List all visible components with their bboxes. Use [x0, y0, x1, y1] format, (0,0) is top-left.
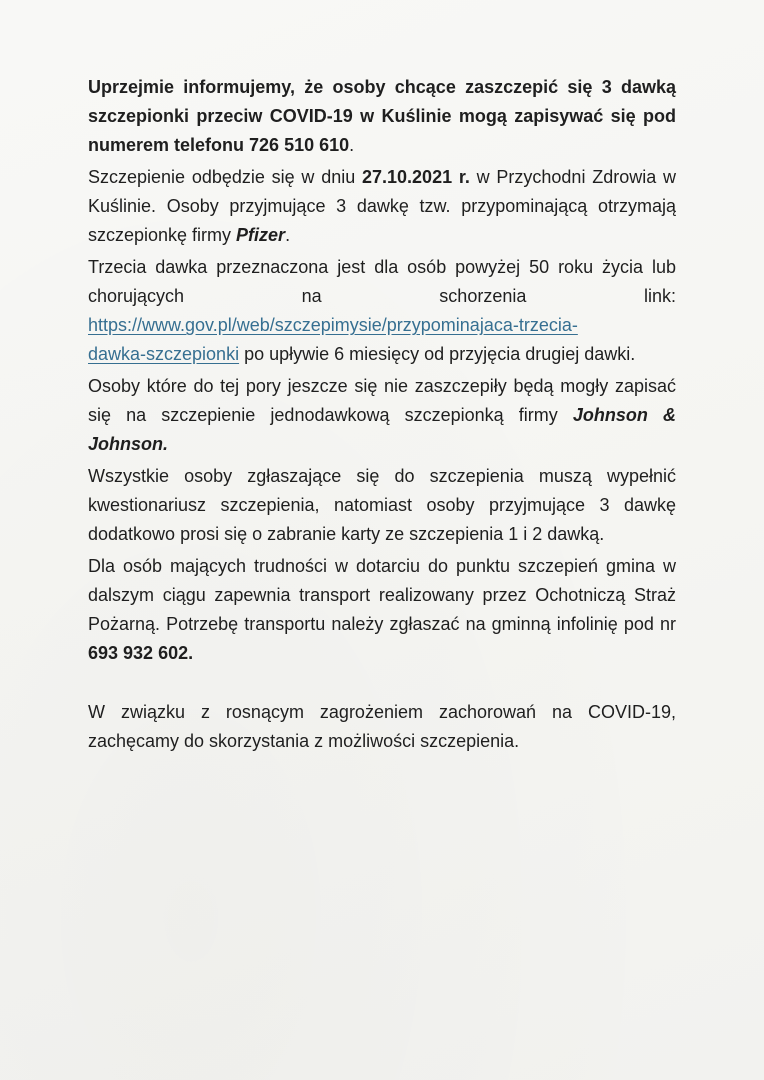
- sentence-period: .: [349, 135, 355, 155]
- sentence-period: .: [285, 225, 291, 245]
- johnson-brand: Johnson & Johnson.: [88, 405, 676, 454]
- notice-body: [88, 73, 676, 759]
- vaccination-date-text-1: Szczepienie odbędzie się w dniu: [88, 167, 362, 187]
- paragraph-single-dose: [88, 372, 676, 459]
- paragraph-questionnaire: [88, 462, 676, 549]
- third-dose-text-1: Trzecia dawka przeznaczona jest dla osób powyżej 50 roku życia lub chorujących na schorzenia link:: [88, 257, 676, 306]
- single-dose-text: Osoby które do tej pory jeszcze się nie zaszczepiły będą mogły zapisać się na szczepienie jednodawkową szczepionką firmy: [88, 376, 676, 425]
- signup-info-text: Uprzejmie informujemy, że osoby chcące zaszczepić się 3 dawką szczepionki przeciw COVID-19 w Kuślinie mogą zapisywać się pod numerem telefonu: [88, 77, 676, 155]
- vaccination-date: 27.10.2021 r.: [362, 167, 470, 187]
- third-dose-text-2: po upływie 6 miesięcy od przyjęcia drugiej dawki.: [239, 344, 636, 364]
- transport-text: Dla osób mających trudności w dotarciu do punktu szczepień gmina w dalszym ciągu zapewnia transport realizowany przez Ochotniczą Straż Pożarną. Potrzebę transportu należy zgłaszać na gminną infolinię pod nr: [88, 556, 676, 634]
- paragraph-transport: [88, 552, 676, 668]
- paragraph-vaccination-date: [88, 163, 676, 250]
- gov-link-line1: https://www.gov.pl/web/szczepimysie/przypominajaca-trzecia-: [88, 315, 578, 335]
- gov-link-line2: dawka-szczepionki: [88, 344, 240, 364]
- hotline-phone-number: 693 932 602.: [88, 643, 194, 663]
- paragraph-encouragement: [88, 698, 676, 756]
- vaccination-date-text-2: w Przychodni Zdrowia w Kuślinie. Osoby przyjmujące 3 dawkę tzw. przypominającą otrzymają szczepionkę firmy: [88, 167, 676, 245]
- questionnaire-text: Wszystkie osoby zgłaszające się do szczepienia muszą wypełnić kwestionariusz szczepienia, natomiast osoby przyjmujące 3 dawkę dodatkowo prosi się o zabranie karty ze szczepienia 1 i 2 dawką.: [88, 466, 676, 544]
- encouragement-text: W związku z rosnącym zagrożeniem zachorowań na COVID-19, zachęcamy do skorzystania z możliwości szczepienia.: [88, 702, 676, 751]
- paragraph-signup-info: [88, 73, 676, 160]
- pfizer-brand: Pfizer: [236, 225, 286, 245]
- signup-phone-number: 726 510 610: [249, 135, 350, 155]
- paragraph-third-dose: [88, 253, 676, 369]
